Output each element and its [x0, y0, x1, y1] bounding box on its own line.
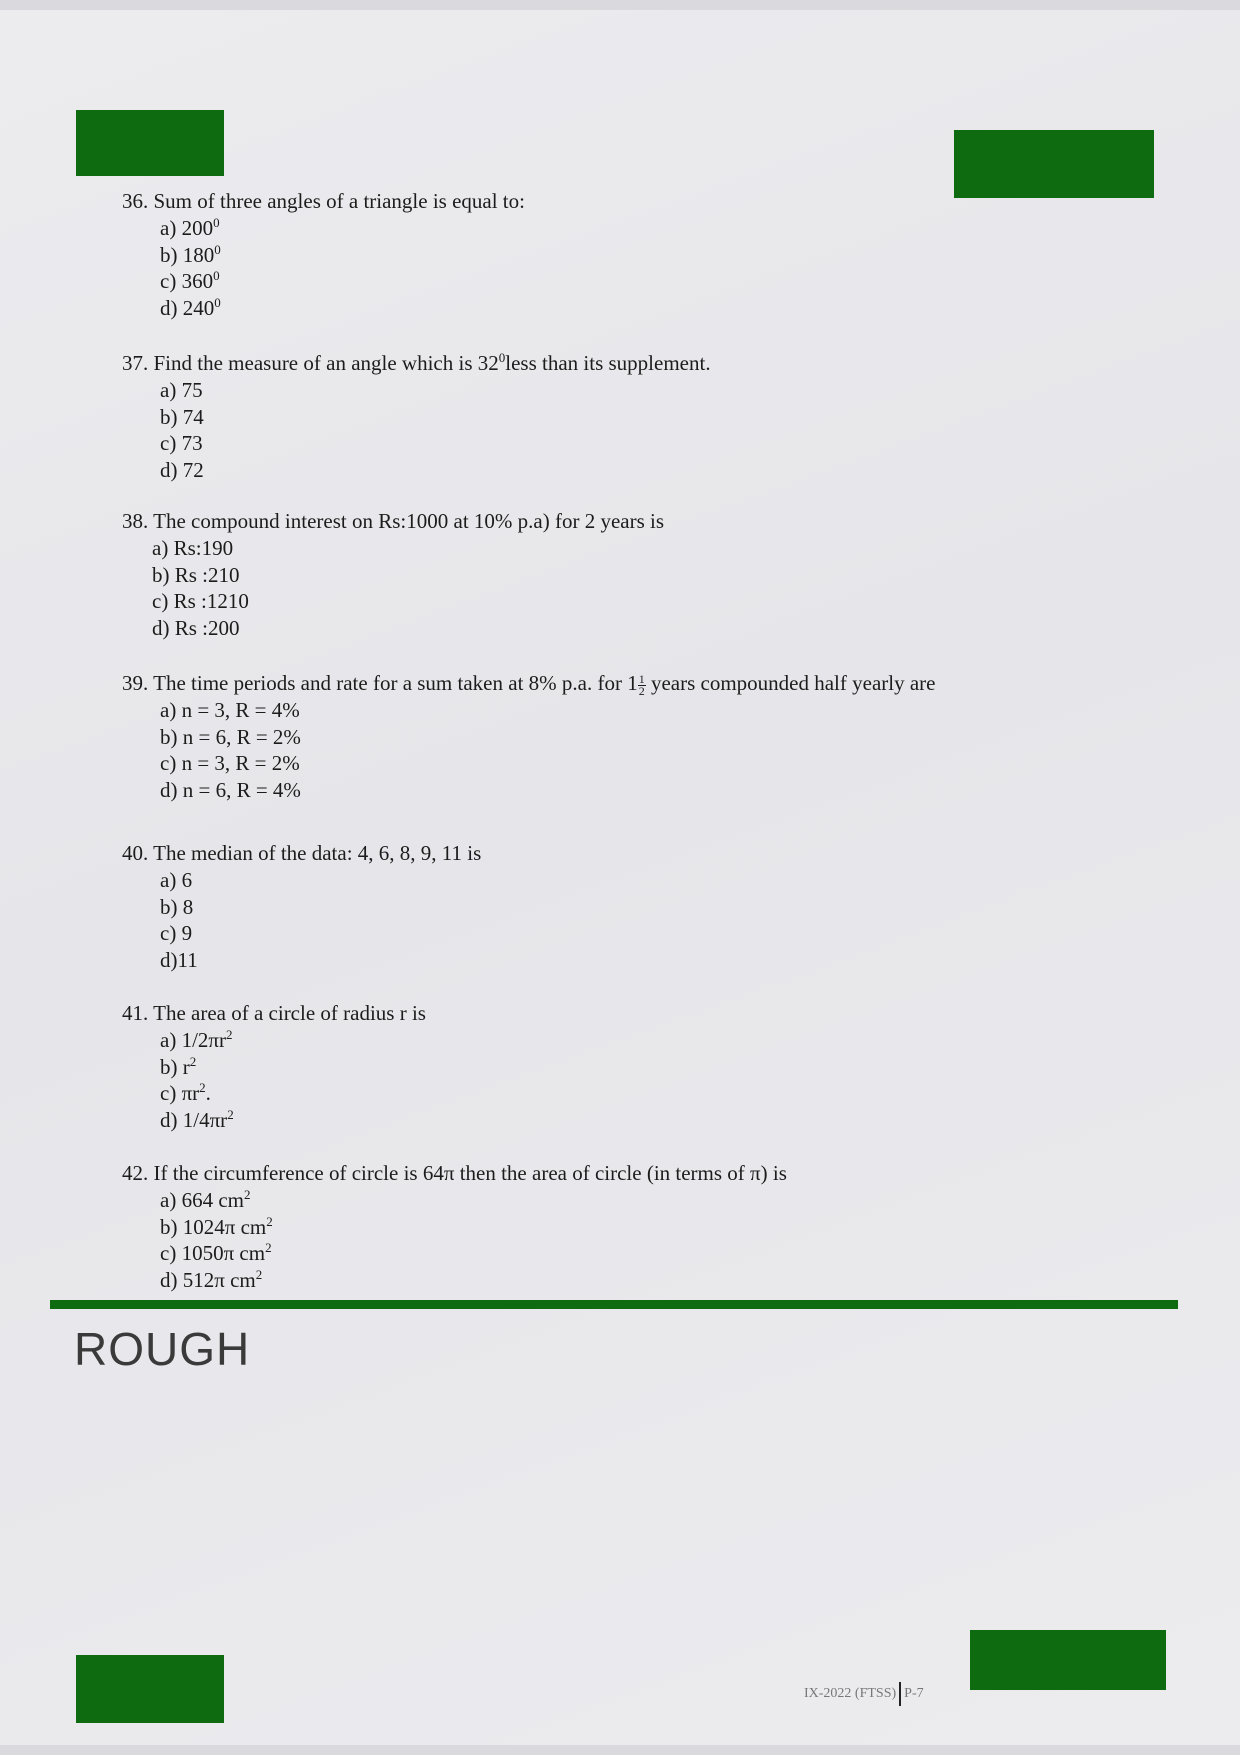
rough-work-heading: ROUGH	[74, 1323, 251, 1375]
exam-code: IX-2022 (FTSS)	[804, 1686, 897, 1702]
option-c: c) 1050π $cm^2$	[160, 1240, 272, 1265]
option-c: c) $360^0$	[160, 268, 220, 293]
option-b: b) n = 6, R = 2%	[160, 724, 301, 749]
option-d: d) 512π $cm^2$	[160, 1266, 263, 1292]
option-d: d) Rs :200	[152, 615, 240, 640]
page-footer	[804, 1682, 924, 1706]
registration-marker-bottom-right	[970, 1630, 1166, 1690]
option-a: a) n = 3, R = 4%	[160, 698, 300, 722]
option-a: a) 75	[160, 378, 203, 402]
option-d: d)11	[160, 947, 198, 972]
option-b: b) Rs :210	[152, 562, 240, 587]
option-list	[160, 867, 481, 973]
registration-marker-top-left	[76, 110, 224, 176]
registration-marker-bottom-left	[76, 1655, 224, 1723]
question-text: 36. Sum of three angles of a triangle is equal to:	[122, 189, 525, 213]
question-42	[122, 1160, 787, 1293]
option-c: c) $\pi r^2$.	[160, 1080, 211, 1105]
option-d: d) 72	[160, 457, 204, 482]
question-37	[122, 350, 711, 483]
option-list	[160, 1187, 787, 1293]
question-text: 37. Find the measure of an angle which is $32^0less$ than its supplement.	[122, 350, 711, 375]
section-divider	[50, 1300, 1178, 1309]
option-d: d) n = 6, R = 4%	[160, 777, 301, 802]
option-d: d) $240^0$	[160, 294, 221, 320]
option-list	[160, 377, 711, 483]
option-b: b) 8	[160, 894, 194, 919]
option-b: b) $180^0$	[160, 241, 221, 267]
footer-separator	[899, 1682, 901, 1706]
option-b: b) 74	[160, 404, 204, 429]
option-c: c) 73	[160, 431, 203, 455]
option-a: a) $200^0$	[160, 215, 220, 240]
registration-marker-top-right	[954, 130, 1154, 198]
option-list	[160, 1027, 426, 1133]
page-number: P-7	[904, 1686, 924, 1702]
question-text: 42. If the circumference of circle is 64π then the area of circle (in terms of π) is	[122, 1161, 787, 1185]
question-text: 41. The area of a circle of radius r is	[122, 1001, 426, 1025]
option-a: a) 6	[160, 868, 193, 892]
question-text: 40. The median of the data: 4, 6, 8, 9, 11 is	[122, 841, 482, 865]
option-a: a) 664 $cm^2$	[160, 1187, 251, 1212]
option-list	[160, 215, 525, 321]
option-d: d) $1/4\pi r^2$	[160, 1106, 234, 1132]
option-c: c) n = 3, R = 2%	[160, 751, 300, 775]
question-39	[122, 670, 936, 803]
option-a: a) $1/2\pi r^2$	[160, 1027, 233, 1052]
fraction: $\frac{1}{2}$	[638, 671, 645, 698]
question-38	[122, 508, 664, 641]
option-b: b) 1024π $cm^2$	[160, 1213, 273, 1239]
question-text: 38. The compound interest on Rs:1000 at 10% p.a) for 2 years is	[122, 509, 665, 533]
option-b: b) $r^2$	[160, 1053, 197, 1079]
option-c: c) 9	[160, 921, 193, 945]
option-a: a) Rs:190	[152, 536, 234, 560]
question-40	[122, 840, 481, 973]
question-36	[122, 188, 525, 321]
question-41	[122, 1000, 426, 1133]
option-c: c) Rs :1210	[152, 589, 249, 613]
exam-page	[0, 10, 1240, 1745]
question-text: 39. The time periods and rate for a sum taken at 8% p.a. for 1 $\frac{1}{2}$ years compounded half yearly are	[122, 671, 936, 698]
option-list	[152, 535, 664, 641]
option-list	[160, 697, 936, 803]
